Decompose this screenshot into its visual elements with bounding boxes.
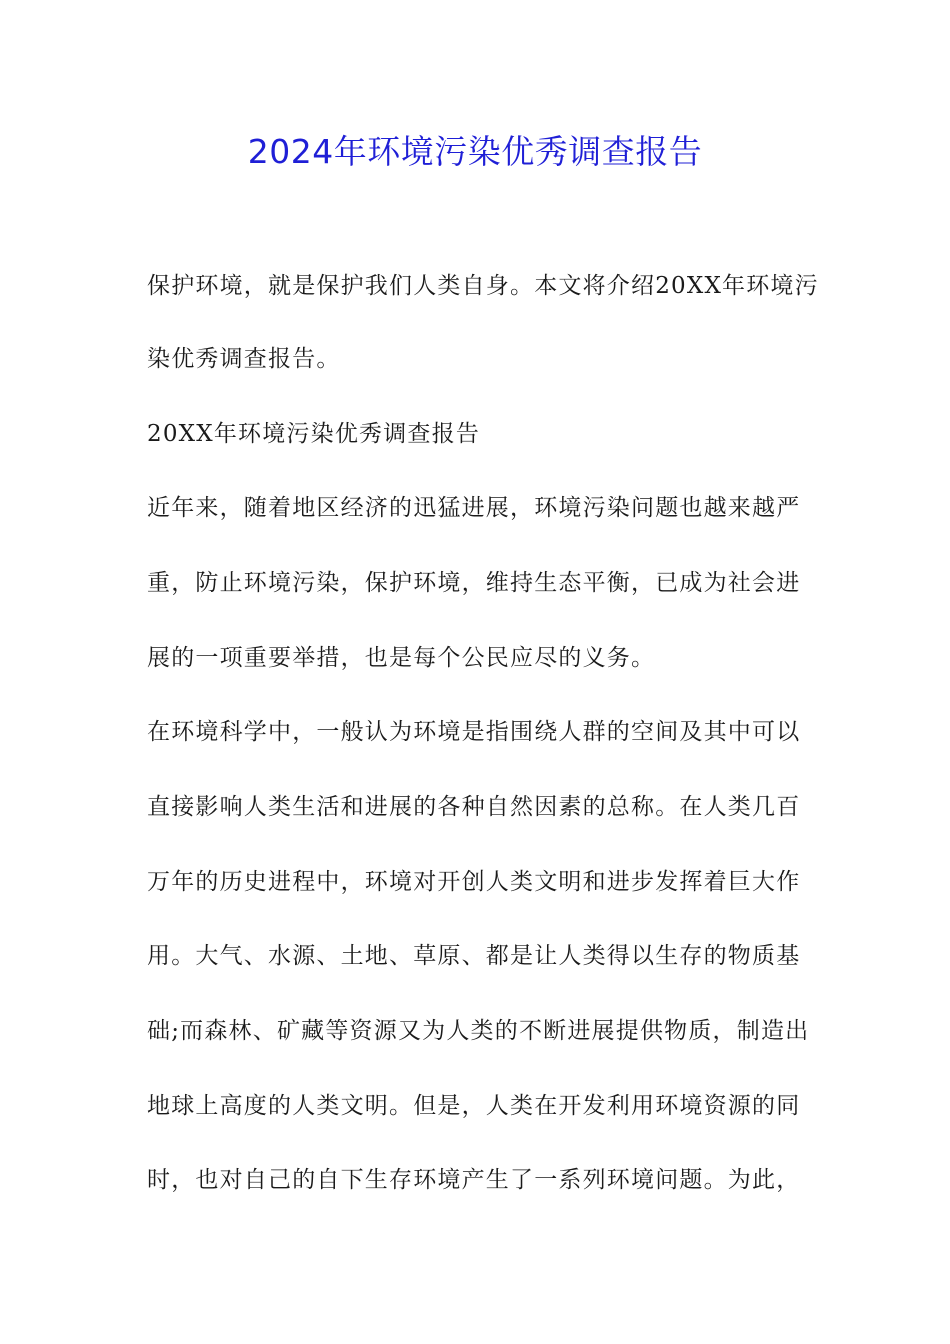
body-line: 20XX年环境污染优秀调查报告 [147,421,481,447]
body-line: 用。大气、水源、土地、草原、都是让人类得以生存的物质基 [147,943,801,969]
body-line: 近年来，随着地区经济的迅猛进展，环境污染问题也越来越严 [147,495,801,521]
body-line: 时，也对自己的自下生存环境产生了一系列环境问题。为此， [147,1167,801,1193]
body-line: 万年的历史进程中，环境对开创人类文明和进步发挥着巨大作 [147,869,801,895]
body-line: 在环境科学中，一般认为环境是指围绕人群的空间及其中可以 [147,719,801,745]
body-line: 重，防止环境污染，保护环境，维持生态平衡，已成为社会进 [147,570,801,596]
body-line: 展的一项重要举措，也是每个公民应尽的义务。 [147,645,656,671]
body-line: 保护环境，就是保护我们人类自身。本文将介绍20XX年环境污 [147,273,819,299]
body-line: 地球上高度的人类文明。但是，人类在开发利用环境资源的同 [147,1093,801,1119]
body-line: 染优秀调查报告。 [147,346,341,372]
body-line: 直接影响人类生活和进展的各种自然因素的总称。在人类几百 [147,794,801,820]
document-title: 2024年环境污染优秀调查报告 [247,132,703,171]
body-line: 础;而森林、矿藏等资源又为人类的不断进展提供物质，制造出 [147,1018,810,1044]
